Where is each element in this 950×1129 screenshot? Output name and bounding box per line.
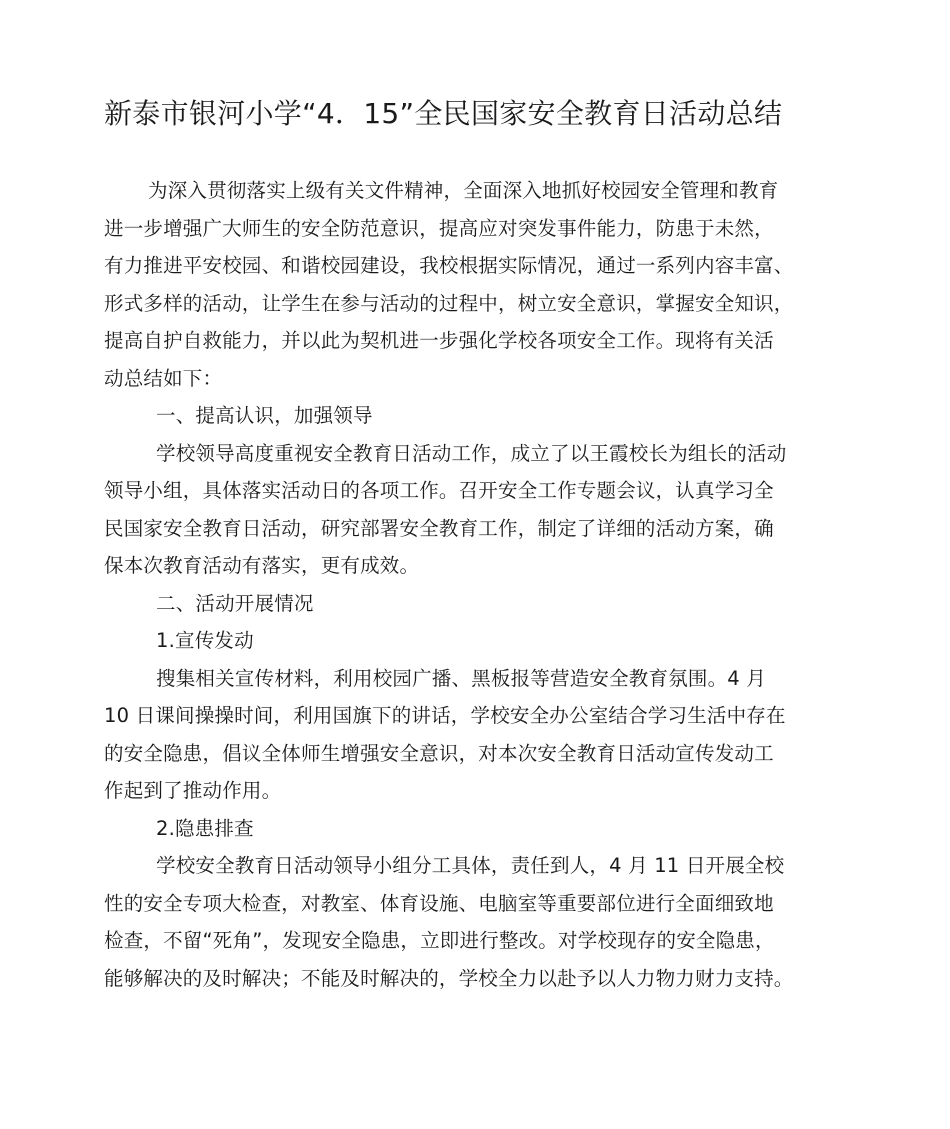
body-line: 学校领导高度重视安全教育日活动工作，成立了以王霞校长为组长的活动: [156, 441, 787, 465]
document-body: [104, 172, 864, 997]
body-line: 领导小组，具体落实活动日的各项工作。召开安全工作专题会议，认真学习全: [104, 479, 774, 502]
subsection-heading: 1.宣传发动: [156, 629, 254, 652]
document-title: 新泰市银河小学“4．15”全民国家安全教育日活动总结: [104, 97, 783, 130]
body-line: 检查，不留“死角”，发现安全隐患，立即进行整改。对学校现存的安全隐患，: [104, 929, 775, 952]
body-line: 能够解决的及时解决；不能及时解决的，学校全力以赴予以人力物力财力支持。: [104, 966, 794, 990]
section-heading: 一、提高认识，加强领导: [156, 404, 373, 427]
body-line: 为深入贯彻落实上级有关文件精神，全面深入地抓好校园安全管理和教育: [148, 179, 779, 202]
body-line: 性的安全专项大检查，对教室、体育设施、电脑室等重要部位进行全面细致地: [104, 891, 774, 915]
body-line: 进一步增强广大师生的安全防范意识，提高应对突发事件能力，防患于未然，: [104, 216, 774, 240]
body-line: 有力推进平安校园、和谐校园建设，我校根据实际情况，通过一系列内容丰富、: [104, 254, 794, 277]
body-line: 学校安全教育日活动领导小组分工具体，责任到人，4 月 11 日开展全校: [156, 854, 785, 877]
body-line: 10 日课间操操时间，利用国旗下的讲话，学校安全办公室结合学习生活中存在: [104, 704, 786, 727]
body-line: 提高自护自救能力，并以此为契机进一步强化学校各项安全工作。现将有关活: [104, 329, 774, 352]
body-line: 形式多样的活动，让学生在参与活动的过程中，树立安全意识，掌握安全知识，: [104, 291, 794, 315]
body-line: 作起到了推动作用。: [104, 779, 282, 802]
body-line: 保本次教育活动有落实，更有成效。: [104, 554, 420, 577]
section-heading: 二、活动开展情况: [156, 591, 314, 615]
body-line: 动总结如下：: [104, 366, 223, 390]
body-line: 的安全隐患，倡议全体师生增强安全意识，对本次安全教育日活动宣传发动工: [104, 741, 774, 765]
subsection-heading: 2.隐患排查: [156, 816, 254, 840]
body-line: 民国家安全教育日活动，研究部署安全教育工作，制定了详细的活动方案，确: [104, 516, 774, 540]
body-line: 搜集相关宣传材料，利用校园广播、黑板报等营造安全教育氛围。4 月: [156, 666, 767, 690]
